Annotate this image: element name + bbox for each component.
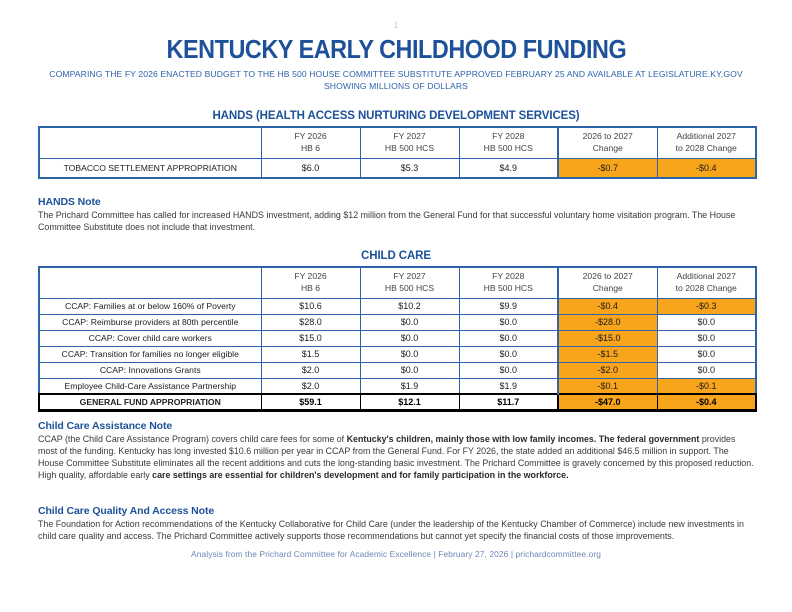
cell-value: $0.0: [657, 362, 756, 378]
cell-value: $10.2: [360, 298, 459, 314]
col-header-line: 2026 to 2027: [582, 271, 633, 282]
child-care-table: [38, 266, 757, 413]
hands-table: [38, 126, 757, 180]
cell-value: $0.0: [459, 346, 558, 362]
table-row-ccap-transition: [39, 346, 756, 362]
col-header-change-27-28: [657, 267, 756, 299]
subtitle: [38, 68, 754, 93]
col-header-line: FY 2027: [393, 131, 426, 142]
hands-note-title: HANDS Note: [38, 196, 101, 209]
child-care-assistance-note-text: CCAP (the Child Care Assistance Program) covers child care fees for some of Kentucky's children, mainly those with low family incomes. The federal government provides most of the funding. Kentucky has long invested $10.6 million per year in CCAP from the General Fund. For FY 2026, the state added an additional $46.5 million in support. The House Committee Substitute eliminates all the recent additions and cuts the long-standing basic investment. The Prichard Committee is gravely concerned by this proposed reduction. High quality, affordable early care settings are essential for children's development and for family participation in the workforce.: [38, 434, 754, 480]
table-row-ccap-innovations: [39, 362, 756, 378]
cell-value: $10.6: [261, 298, 360, 314]
row-label: CCAP: Cover child care workers: [39, 330, 261, 346]
cell-value: $2.0: [261, 362, 360, 378]
col-header-line: HB 500 HCS: [483, 142, 533, 153]
footer-text: Analysis from the Prichard Committee for Academic Excellence | February 27, 2026 | prichardcommittee.org: [191, 548, 601, 559]
page-number: 1: [393, 21, 399, 30]
cell-value-highlighted: -$28.0: [558, 314, 657, 330]
child-care-section-title: CHILD CARE: [361, 249, 431, 262]
cell-value-highlighted: -$0.3: [657, 298, 756, 314]
row-label: CCAP: Transition for families no longer eligible: [39, 346, 261, 362]
col-header-fy2026: [261, 127, 360, 159]
col-header-change-27-28: [657, 127, 756, 159]
col-header-line: HB 500 HCS: [384, 282, 435, 293]
col-header-line: Change: [592, 282, 623, 293]
cell-value: $6.0: [261, 158, 360, 178]
cell-value: $0.0: [459, 314, 558, 330]
row-label-total: GENERAL FUND APPROPRIATION: [39, 394, 261, 411]
cell-value: $15.0: [261, 330, 360, 346]
cell-value: $0.0: [360, 362, 459, 378]
col-header-change-26-27: [558, 127, 657, 159]
col-header-fy2027: [360, 267, 459, 299]
child-care-table-header-row: [39, 267, 756, 299]
row-label: CCAP: Reimburse providers at 80th percentile: [39, 314, 261, 330]
table-row-ccap-reimburse: [39, 314, 756, 330]
cell-value: $1.9: [360, 378, 459, 394]
col-header-line: FY 2027: [393, 271, 426, 282]
row-label: CCAP: Innovations Grants: [39, 362, 261, 378]
cell-value: $2.0: [261, 378, 360, 394]
col-header-line: HB 500 HCS: [384, 142, 435, 153]
col-header-line: HB 500 HCS: [483, 282, 533, 293]
page-title: KENTUCKY EARLY CHILDHOOD FUNDING: [166, 34, 626, 64]
cell-value-highlighted: -$0.1: [558, 378, 657, 394]
cell-value-total: $11.7: [459, 394, 558, 411]
col-header-line: FY 2028: [492, 271, 525, 282]
child-care-quality-note-title: Child Care Quality And Access Note: [38, 505, 215, 518]
cell-value-highlighted: -$0.7: [558, 158, 657, 178]
cell-value-total: $59.1: [261, 394, 360, 411]
table-row-ccap-workers: [39, 330, 756, 346]
row-label-header: [39, 267, 261, 299]
cell-value-total-highlighted: -$47.0: [558, 394, 657, 411]
col-header-line: Additional 2027: [676, 271, 736, 282]
cell-value: $4.9: [459, 158, 558, 178]
row-label-header: [39, 127, 261, 159]
cell-value: $0.0: [459, 330, 558, 346]
row-label: TOBACCO SETTLEMENT APPROPRIATION: [39, 158, 261, 178]
col-header-line: HB 6: [300, 282, 321, 293]
col-header-line: HB 6: [300, 142, 321, 153]
cell-value: $0.0: [360, 314, 459, 330]
cell-value-total: $12.1: [360, 394, 459, 411]
cell-value: $0.0: [657, 314, 756, 330]
cell-value-highlighted: -$1.5: [558, 346, 657, 362]
col-header-line: 2026 to 2027: [582, 131, 633, 142]
col-header-change-26-27: [558, 267, 657, 299]
cell-value: $1.9: [459, 378, 558, 394]
cell-value-highlighted: -$0.4: [558, 298, 657, 314]
cell-value: $0.0: [360, 330, 459, 346]
col-header-fy2026: [261, 267, 360, 299]
table-row-tobacco-settlement: [39, 158, 756, 178]
cell-value: $0.0: [360, 346, 459, 362]
col-header-fy2027: [360, 127, 459, 159]
row-label: CCAP: Families at or below 160% of Poverty: [39, 298, 261, 314]
col-header-line: FY 2026: [294, 131, 327, 142]
cell-value: $0.0: [657, 330, 756, 346]
cell-value: $1.5: [261, 346, 360, 362]
row-label: Employee Child-Care Assistance Partnership: [39, 378, 261, 394]
col-header-line: FY 2028: [492, 131, 525, 142]
cell-value-highlighted: -$0.1: [657, 378, 756, 394]
cell-value-highlighted: -$0.4: [657, 158, 756, 178]
col-header-line: Additional 2027: [676, 131, 736, 142]
cell-value: $5.3: [360, 158, 459, 178]
col-header-fy2028: [459, 127, 558, 159]
hands-note-text: The Prichard Committee has called for increased HANDS investment, adding $12 million from the General Fund for that successful voluntary home visitation program. The House Committee Substitute does not include that investment.: [38, 210, 736, 233]
subtitle-line-2: SHOWING MILLIONS OF DOLLARS: [323, 81, 469, 92]
table-row-ccap-families: [39, 298, 756, 314]
table-row-employee-partnership: [39, 378, 756, 394]
hands-section-title: HANDS (HEALTH ACCESS NURTURING DEVELOPMENT SERVICES): [212, 109, 580, 122]
subtitle-line-1: COMPARING THE FY 2026 ENACTED BUDGET TO THE HB 500 HOUSE COMMITTEE SUBSTITUTE APPROVED FEBRUARY 25 AND AVAILABLE AT LEGISLATURE.KY.GOV: [49, 69, 743, 79]
col-header-fy2028: [459, 267, 558, 299]
cell-value: $0.0: [657, 346, 756, 362]
cell-value: $28.0: [261, 314, 360, 330]
child-care-assistance-note-title: Child Care Assistance Note: [38, 420, 173, 433]
cell-value-highlighted: -$2.0: [558, 362, 657, 378]
col-header-line: to 2028 Change: [675, 142, 737, 153]
col-header-line: FY 2026: [294, 271, 327, 282]
col-header-line: Change: [592, 142, 623, 153]
hands-table-header-row: [39, 127, 756, 159]
cell-value: $9.9: [459, 298, 558, 314]
title-wrap: [38, 34, 754, 65]
cell-value: $0.0: [459, 362, 558, 378]
col-header-line: to 2028 Change: [675, 282, 737, 293]
table-row-general-fund-total: [39, 394, 756, 411]
cell-value-total-highlighted: -$0.4: [657, 394, 756, 411]
child-care-quality-note-text: The Foundation for Action recommendations of the Kentucky Collaborative for Child Care (under the leadership of the Kentucky Chamber of Commerce) include new investments in child care quality and access. The Prichard Committee actively supports those recommendations but cannot yet specify the financial costs of those improvements.: [38, 519, 744, 542]
cell-value-highlighted: -$15.0: [558, 330, 657, 346]
